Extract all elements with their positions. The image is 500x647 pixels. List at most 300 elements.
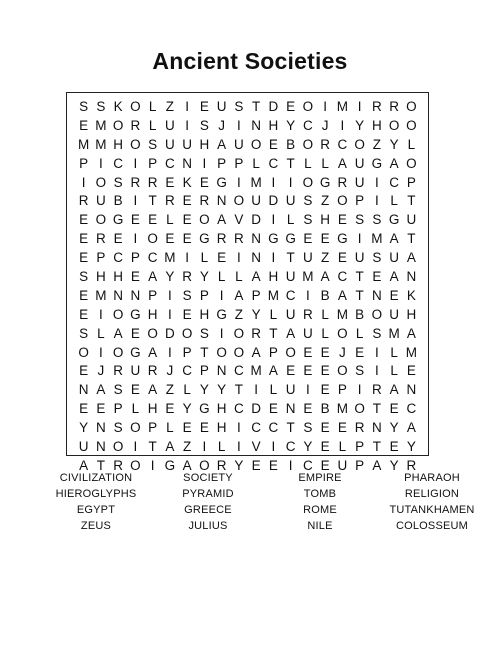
grid-letter: M	[267, 287, 279, 303]
grid-letter: E	[79, 363, 89, 379]
grid-letter: O	[250, 136, 262, 152]
grid-letter: T	[96, 457, 105, 473]
grid-letter: E	[79, 250, 89, 266]
grid-letter: U	[285, 382, 296, 398]
grid-letter: P	[199, 287, 209, 303]
grid-letter: O	[130, 99, 141, 114]
grid-letter: P	[130, 250, 140, 266]
grid-letter: A	[337, 287, 347, 303]
grid-letter: S	[96, 99, 106, 114]
grid-letter: M	[388, 325, 400, 341]
grid-letter: O	[130, 420, 141, 436]
grid-letter: M	[405, 344, 417, 360]
grid-letter: O	[112, 117, 124, 133]
grid-row	[75, 230, 420, 249]
grid-letter: C	[268, 420, 279, 436]
grid-letter: Y	[79, 420, 89, 436]
grid-letter: G	[164, 457, 176, 473]
grid-letter: O	[354, 136, 365, 152]
grid-letter: I	[219, 325, 224, 341]
grid-letter: C	[337, 136, 348, 152]
grid-letter: U	[389, 306, 399, 322]
grid-letter: R	[96, 231, 106, 247]
grid-letter: T	[286, 420, 295, 436]
grid-letter: O	[233, 193, 245, 209]
grid-letter: L	[235, 269, 243, 285]
grid-letter: S	[113, 420, 123, 436]
grid-letter: H	[113, 269, 123, 285]
grid-letter: Z	[165, 99, 174, 114]
grid-letter: R	[113, 363, 123, 379]
grid-letter: T	[200, 344, 209, 360]
grid-letter: E	[389, 287, 399, 303]
grid-letter: Z	[372, 136, 381, 152]
grid-letter: I	[374, 174, 379, 190]
grid-letter: E	[320, 382, 330, 398]
grid-row	[75, 344, 420, 363]
word-list	[40, 470, 490, 534]
grid-letter: Y	[286, 117, 296, 133]
grid-letter: A	[217, 212, 227, 228]
grid-letter: I	[167, 287, 172, 303]
grid-letter: Z	[234, 306, 243, 322]
grid-letter: A	[389, 269, 399, 285]
grid-letter: H	[199, 136, 210, 152]
grid-letter: R	[251, 325, 261, 341]
grid-letter: U	[182, 136, 192, 152]
grid-row	[75, 400, 420, 419]
grid-letter: B	[286, 136, 296, 152]
grid-letter: P	[79, 155, 89, 171]
grid-letter: U	[216, 99, 227, 114]
grid-letter: O	[216, 344, 227, 360]
grid-letter: C	[182, 363, 192, 379]
grid-letter: I	[98, 155, 103, 171]
grid-letter: S	[79, 99, 89, 114]
grid-letter: I	[167, 306, 172, 322]
grid-letter: C	[303, 117, 313, 133]
grid-letter: L	[390, 363, 398, 379]
grid-letter: I	[374, 193, 379, 209]
grid-letter: P	[96, 250, 106, 266]
grid-letter: N	[182, 155, 192, 171]
grid-letter: S	[199, 325, 209, 341]
word-search-grid	[66, 92, 429, 473]
grid-letter: N	[406, 269, 417, 285]
grid-letter: O	[112, 306, 124, 322]
grid-letter: A	[148, 269, 158, 285]
grid-letter: N	[285, 401, 296, 417]
grid-letter: B	[320, 287, 330, 303]
grid-letter: K	[406, 287, 416, 303]
grid-letter: T	[355, 269, 364, 285]
grid-letter: A	[268, 363, 278, 379]
word-list-item: EGYPT	[76, 504, 116, 516]
grid-letter: O	[406, 117, 417, 133]
grid-letter: G	[199, 401, 210, 417]
grid-letter: I	[236, 420, 241, 436]
grid-letter: S	[148, 136, 158, 152]
grid-letter: S	[372, 212, 382, 228]
grid-letter: O	[406, 155, 417, 171]
grid-letter: I	[202, 155, 207, 171]
grid-letter: G	[285, 231, 296, 247]
grid-letter: H	[113, 136, 123, 152]
grid-letter: H	[216, 401, 227, 417]
grid-row	[75, 438, 420, 457]
grid-letter: A	[251, 344, 261, 360]
grid-letter: I	[340, 117, 345, 133]
grid-letter: D	[268, 193, 279, 209]
grid-letter: L	[148, 117, 157, 133]
grid-letter: E	[286, 99, 296, 114]
grid-letter: E	[182, 231, 192, 247]
grid-letter: O	[337, 193, 348, 209]
grid-letter: D	[268, 99, 279, 114]
word-list-row	[40, 470, 490, 486]
grid-letter: N	[251, 117, 261, 133]
grid-letter: P	[355, 457, 365, 473]
grid-letter: S	[234, 99, 244, 114]
grid-letter: S	[355, 212, 365, 228]
grid-letter: I	[236, 439, 241, 455]
grid-letter: E	[320, 439, 330, 455]
grid-letter: O	[95, 212, 107, 228]
grid-letter: P	[268, 344, 278, 360]
grid-letter: S	[79, 269, 89, 285]
grid-letter: G	[112, 212, 124, 228]
grid-letter: E	[251, 457, 261, 473]
grid-letter: D	[251, 401, 261, 417]
grid-letter: E	[337, 420, 347, 436]
grid-letter: L	[148, 99, 157, 114]
grid-row	[75, 249, 420, 268]
grid-letter: D	[251, 212, 261, 228]
grid-letter: M	[78, 136, 90, 152]
grid-letter: U	[165, 117, 175, 133]
grid-letter: E	[372, 269, 382, 285]
grid-row	[75, 136, 420, 155]
grid-letter: H	[268, 269, 279, 285]
word-list-item: ZEUS	[80, 520, 112, 532]
grid-letter: R	[147, 174, 158, 190]
grid-letter: L	[286, 212, 295, 228]
grid-letter: O	[130, 136, 141, 152]
grid-letter: I	[219, 287, 224, 303]
grid-letter: L	[355, 325, 364, 341]
grid-letter: U	[285, 306, 296, 322]
grid-letter: I	[236, 117, 241, 133]
grid-letter: I	[374, 363, 379, 379]
grid-letter: A	[96, 382, 106, 398]
grid-letter: R	[78, 193, 89, 209]
grid-letter: C	[147, 250, 158, 266]
grid-letter: O	[112, 344, 124, 360]
grid-letter: R	[320, 136, 330, 152]
grid-letter: B	[113, 193, 123, 209]
grid-letter: O	[371, 306, 383, 322]
grid-letter: I	[288, 174, 293, 190]
grid-letter: S	[372, 250, 382, 266]
grid-letter: T	[252, 99, 261, 114]
grid-letter: A	[320, 269, 330, 285]
grid-letter: G	[130, 344, 141, 360]
grid-letter: C	[234, 401, 244, 417]
grid-letter: I	[133, 193, 138, 209]
grid-letter: K	[113, 99, 123, 114]
grid-letter: E	[303, 363, 313, 379]
grid-letter: U	[234, 136, 244, 152]
grid-letter: A	[286, 325, 296, 341]
grid-letter: C	[251, 420, 261, 436]
grid-letter: T	[234, 382, 243, 398]
grid-letter: M	[95, 136, 107, 152]
grid-letter: Z	[321, 250, 330, 266]
grid-letter: C	[406, 401, 417, 417]
grid-letter: H	[96, 269, 106, 285]
grid-letter: R	[234, 231, 244, 247]
grid-letter: E	[130, 212, 140, 228]
grid-letter: R	[406, 457, 417, 473]
grid-letter: L	[407, 136, 416, 152]
grid-letter: H	[268, 117, 279, 133]
word-list-item: GREECE	[184, 504, 232, 516]
grid-letter: U	[303, 250, 313, 266]
grid-letter: L	[321, 306, 329, 322]
grid-letter: I	[133, 155, 138, 171]
word-list-item: CIVILIZATION	[59, 472, 133, 484]
grid-letter: A	[389, 382, 399, 398]
grid-letter: R	[165, 193, 175, 209]
grid-letter: L	[166, 212, 174, 228]
grid-letter: T	[372, 401, 381, 417]
grid-letter: J	[97, 363, 105, 379]
word-list-item: PHARAOH	[404, 472, 460, 484]
grid-letter: U	[337, 457, 348, 473]
grid-letter: P	[148, 420, 158, 436]
grid-letter: U	[285, 193, 296, 209]
word-list-item: TOMB	[303, 488, 337, 500]
grid-row	[75, 325, 420, 344]
grid-letter: O	[95, 174, 107, 190]
grid-letter: H	[320, 212, 330, 228]
grid-letter: U	[406, 212, 417, 228]
grid-letter: A	[148, 382, 158, 398]
grid-letter: I	[81, 174, 86, 190]
grid-letter: E	[79, 401, 89, 417]
grid-letter: U	[303, 325, 313, 341]
grid-letter: M	[95, 117, 107, 133]
grid-letter: Y	[165, 269, 175, 285]
grid-letter: C	[268, 155, 279, 171]
grid-letter: C	[337, 269, 348, 285]
grid-letter: I	[271, 174, 276, 190]
grid-letter: A	[165, 439, 175, 455]
grid-letter: A	[389, 155, 399, 171]
grid-letter: Z	[321, 193, 330, 209]
grid-letter: L	[321, 325, 329, 341]
grid-letter: O	[78, 344, 89, 360]
grid-letter: I	[271, 250, 276, 266]
grid-letter: S	[303, 420, 313, 436]
grid-letter: Y	[182, 401, 192, 417]
grid-letter: S	[113, 174, 123, 190]
grid-letter: E	[79, 231, 89, 247]
grid-letter: C	[285, 287, 296, 303]
grid-letter: E	[79, 117, 89, 133]
grid-letter: R	[147, 363, 158, 379]
grid-row	[75, 419, 420, 438]
grid-letter: T	[372, 439, 381, 455]
grid-letter: H	[147, 306, 158, 322]
grid-letter: I	[236, 250, 241, 266]
grid-letter: C	[303, 457, 313, 473]
grid-letter: L	[166, 420, 174, 436]
letter-grid	[75, 98, 420, 476]
grid-letter: C	[285, 439, 296, 455]
grid-letter: U	[285, 269, 296, 285]
grid-letter: E	[268, 136, 278, 152]
grid-letter: T	[355, 287, 364, 303]
grid-letter: E	[337, 250, 347, 266]
word-list-row	[40, 502, 490, 518]
grid-letter: E	[199, 99, 209, 114]
grid-letter: R	[337, 174, 348, 190]
grid-letter: L	[321, 155, 329, 171]
grid-letter: E	[389, 401, 399, 417]
grid-row	[75, 192, 420, 211]
grid-letter: M	[164, 250, 176, 266]
grid-letter: H	[147, 401, 158, 417]
grid-letter: L	[390, 193, 398, 209]
grid-letter: R	[216, 457, 227, 473]
grid-letter: L	[200, 250, 209, 266]
grid-letter: Z	[165, 382, 174, 398]
grid-letter: L	[252, 155, 260, 171]
grid-letter: S	[199, 117, 209, 133]
grid-letter: N	[96, 439, 106, 455]
grid-letter: N	[216, 193, 227, 209]
grid-letter: E	[303, 231, 313, 247]
grid-letter: L	[304, 155, 312, 171]
grid-letter: Z	[183, 439, 192, 455]
grid-letter: P	[234, 155, 244, 171]
grid-row	[75, 211, 420, 230]
grid-letter: G	[130, 306, 141, 322]
grid-letter: R	[372, 99, 382, 114]
grid-letter: T	[286, 250, 295, 266]
grid-letter: R	[182, 269, 192, 285]
grid-letter: G	[199, 231, 210, 247]
grid-letter: E	[165, 174, 175, 190]
grid-letter: L	[269, 306, 278, 322]
grid-letter: L	[269, 382, 278, 398]
grid-letter: P	[113, 401, 123, 417]
grid-row	[75, 306, 420, 325]
grid-letter: V	[251, 439, 261, 455]
word-list-item: NILE	[307, 520, 333, 532]
grid-letter: R	[130, 117, 141, 133]
grid-letter: P	[355, 439, 365, 455]
word-list-item: JULIUS	[188, 520, 228, 532]
grid-letter: U	[354, 250, 365, 266]
grid-letter: N	[251, 250, 261, 266]
grid-letter: G	[388, 212, 400, 228]
grid-row	[75, 155, 420, 174]
grid-letter: C	[113, 155, 123, 171]
grid-letter: O	[112, 439, 124, 455]
grid-letter: I	[305, 382, 310, 398]
grid-letter: I	[133, 231, 138, 247]
grid-letter: E	[303, 401, 313, 417]
grid-letter: M	[250, 174, 262, 190]
grid-letter: P	[148, 287, 158, 303]
grid-letter: P	[337, 382, 347, 398]
grid-letter: E	[320, 231, 330, 247]
grid-letter: E	[320, 344, 330, 360]
grid-letter: N	[372, 287, 382, 303]
grid-letter: A	[148, 344, 158, 360]
grid-letter: K	[182, 174, 192, 190]
grid-letter: N	[372, 420, 382, 436]
grid-letter: M	[336, 306, 348, 322]
word-list-row	[40, 518, 490, 534]
grid-letter: I	[323, 99, 327, 114]
grid-letter: E	[130, 325, 140, 341]
grid-letter: J	[339, 344, 346, 360]
grid-letter: C	[234, 363, 244, 379]
grid-letter: G	[319, 174, 331, 190]
grid-letter: E	[182, 420, 192, 436]
word-list-item: PYRAMID	[182, 488, 234, 500]
grid-letter: E	[320, 420, 330, 436]
grid-letter: A	[406, 250, 416, 266]
grid-letter: I	[374, 344, 379, 360]
grid-letter: J	[321, 117, 329, 133]
grid-letter: A	[406, 420, 416, 436]
grid-letter: G	[216, 174, 227, 190]
grid-letter: T	[148, 439, 157, 455]
grid-letter: I	[167, 344, 172, 360]
puzzle-title: Ancient Societies	[152, 48, 348, 74]
grid-letter: G	[268, 231, 279, 247]
grid-letter: S	[303, 212, 313, 228]
grid-letter: E	[199, 174, 209, 190]
grid-letter: S	[355, 363, 365, 379]
word-list-item: COLOSSEUM	[395, 520, 469, 532]
grid-letter: E	[320, 457, 330, 473]
grid-letter: E	[165, 231, 175, 247]
grid-letter: U	[389, 250, 399, 266]
grid-letter: T	[286, 155, 295, 171]
grid-letter: T	[148, 193, 157, 209]
grid-letter: I	[288, 457, 293, 473]
word-list-item: TUTANKHAMEN	[389, 504, 475, 516]
grid-letter: A	[372, 457, 382, 473]
grid-letter: Y	[234, 457, 244, 473]
grid-letter: I	[271, 212, 276, 228]
grid-letter: E	[130, 382, 140, 398]
grid-letter: J	[218, 117, 225, 133]
grid-row	[75, 268, 420, 287]
grid-letter: T	[407, 193, 416, 209]
grid-letter: I	[357, 99, 362, 114]
grid-letter: Y	[389, 457, 399, 473]
grid-letter: E	[165, 401, 175, 417]
grid-letter: L	[338, 439, 347, 455]
word-list-item: SOCIETY	[183, 472, 233, 484]
grid-letter: V	[234, 212, 244, 228]
